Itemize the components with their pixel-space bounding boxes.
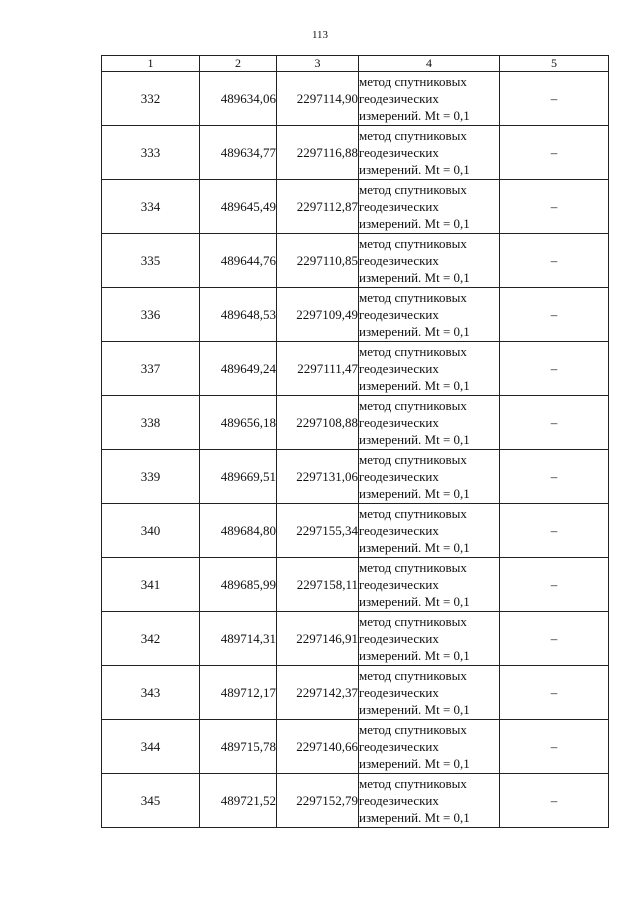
method-line: геодезических [359,415,439,430]
point-number: 333 [102,126,200,180]
method-line: измерений. Mt = 0,1 [359,594,470,609]
table-row [102,126,609,180]
method-line: измерений. Mt = 0,1 [359,756,470,771]
point-number: 342 [102,612,200,666]
description-cell: – [500,558,609,612]
method-line: метод спутниковых [359,776,467,791]
method-line: геодезических [359,631,439,646]
column-header: 3 [277,56,359,72]
method-cell [359,666,500,720]
description-cell: – [500,288,609,342]
method-line: геодезических [359,469,439,484]
method-cell [359,396,500,450]
method-cell [359,342,500,396]
method-line: геодезических [359,361,439,376]
coordinate-y: 2297109,49 [277,288,359,342]
coordinate-x: 489714,31 [200,612,277,666]
coordinate-y: 2297140,66 [277,720,359,774]
method-line: метод спутниковых [359,74,467,89]
coordinate-y: 2297114,90 [277,72,359,126]
method-line: геодезических [359,739,439,754]
point-number: 335 [102,234,200,288]
coordinate-y: 2297142,37 [277,666,359,720]
coordinate-y: 2297110,85 [277,234,359,288]
coordinate-x: 489634,06 [200,72,277,126]
method-cell [359,180,500,234]
coordinate-y: 2297155,34 [277,504,359,558]
method-line: геодезических [359,253,439,268]
method-line: метод спутниковых [359,290,467,305]
method-line: геодезических [359,307,439,322]
method-line: метод спутниковых [359,668,467,683]
table-header-row [102,56,609,72]
method-line: метод спутниковых [359,182,467,197]
method-line: метод спутниковых [359,452,467,467]
coordinates-table [101,55,609,828]
method-cell [359,72,500,126]
description-cell: – [500,72,609,126]
method-cell [359,126,500,180]
method-line: метод спутниковых [359,398,467,413]
point-number: 336 [102,288,200,342]
point-number: 338 [102,396,200,450]
point-number: 343 [102,666,200,720]
coordinate-y: 2297108,88 [277,396,359,450]
coordinate-x: 489645,49 [200,180,277,234]
description-cell: – [500,450,609,504]
method-line: метод спутниковых [359,236,467,251]
method-line: метод спутниковых [359,506,467,521]
coordinate-x: 489685,99 [200,558,277,612]
coordinate-y: 2297131,06 [277,450,359,504]
coordinate-y: 2297152,79 [277,774,359,828]
table-row [102,666,609,720]
table-row [102,450,609,504]
method-line: геодезических [359,793,439,808]
method-cell [359,288,500,342]
method-cell [359,774,500,828]
method-line: метод спутниковых [359,560,467,575]
column-header: 4 [359,56,500,72]
point-number: 334 [102,180,200,234]
coordinate-x: 489634,77 [200,126,277,180]
method-line: измерений. Mt = 0,1 [359,540,470,555]
method-line: геодезических [359,523,439,538]
method-line: измерений. Mt = 0,1 [359,432,470,447]
table-row [102,342,609,396]
method-line: метод спутниковых [359,344,467,359]
table-row [102,396,609,450]
description-cell: – [500,612,609,666]
method-line: геодезических [359,91,439,106]
method-line: геодезических [359,685,439,700]
table-row [102,612,609,666]
method-cell [359,558,500,612]
method-line: измерений. Mt = 0,1 [359,270,470,285]
coordinate-x: 489712,17 [200,666,277,720]
method-cell [359,612,500,666]
method-line: метод спутниковых [359,722,467,737]
table-row [102,504,609,558]
coordinate-x: 489715,78 [200,720,277,774]
coordinate-x: 489721,52 [200,774,277,828]
table-row [102,72,609,126]
description-cell: – [500,504,609,558]
coordinate-y: 2297146,91 [277,612,359,666]
description-cell: – [500,720,609,774]
description-cell: – [500,396,609,450]
method-cell [359,234,500,288]
coordinate-x: 489656,18 [200,396,277,450]
coordinate-x: 489649,24 [200,342,277,396]
method-line: измерений. Mt = 0,1 [359,486,470,501]
coordinate-y: 2297111,47 [277,342,359,396]
method-cell [359,450,500,504]
method-line: геодезических [359,199,439,214]
method-cell [359,720,500,774]
table-row [102,288,609,342]
table-row [102,774,609,828]
table-row [102,558,609,612]
method-line: геодезических [359,577,439,592]
table-row [102,234,609,288]
point-number: 332 [102,72,200,126]
column-header: 1 [102,56,200,72]
coordinate-x: 489644,76 [200,234,277,288]
description-cell: – [500,666,609,720]
method-line: геодезических [359,145,439,160]
method-line: измерений. Mt = 0,1 [359,324,470,339]
coordinate-x: 489669,51 [200,450,277,504]
description-cell: – [500,126,609,180]
page-number: 113 [311,29,329,41]
method-line: метод спутниковых [359,128,467,143]
coordinate-x: 489684,80 [200,504,277,558]
method-line: измерений. Mt = 0,1 [359,162,470,177]
method-line: измерений. Mt = 0,1 [359,810,470,825]
description-cell: – [500,180,609,234]
coordinate-y: 2297112,87 [277,180,359,234]
point-number: 344 [102,720,200,774]
table-row [102,720,609,774]
column-header: 2 [200,56,277,72]
method-line: измерений. Mt = 0,1 [359,108,470,123]
point-number: 345 [102,774,200,828]
method-line: измерений. Mt = 0,1 [359,216,470,231]
point-number: 341 [102,558,200,612]
method-line: измерений. Mt = 0,1 [359,378,470,393]
table-body [102,56,609,828]
coordinate-y: 2297116,88 [277,126,359,180]
method-line: измерений. Mt = 0,1 [359,702,470,717]
description-cell: – [500,234,609,288]
description-cell: – [500,774,609,828]
point-number: 340 [102,504,200,558]
coordinate-y: 2297158,11 [277,558,359,612]
column-header: 5 [500,56,609,72]
point-number: 337 [102,342,200,396]
point-number: 339 [102,450,200,504]
method-cell [359,504,500,558]
coordinate-x: 489648,53 [200,288,277,342]
method-line: метод спутниковых [359,614,467,629]
description-cell: – [500,342,609,396]
table-row [102,180,609,234]
method-line: измерений. Mt = 0,1 [359,648,470,663]
